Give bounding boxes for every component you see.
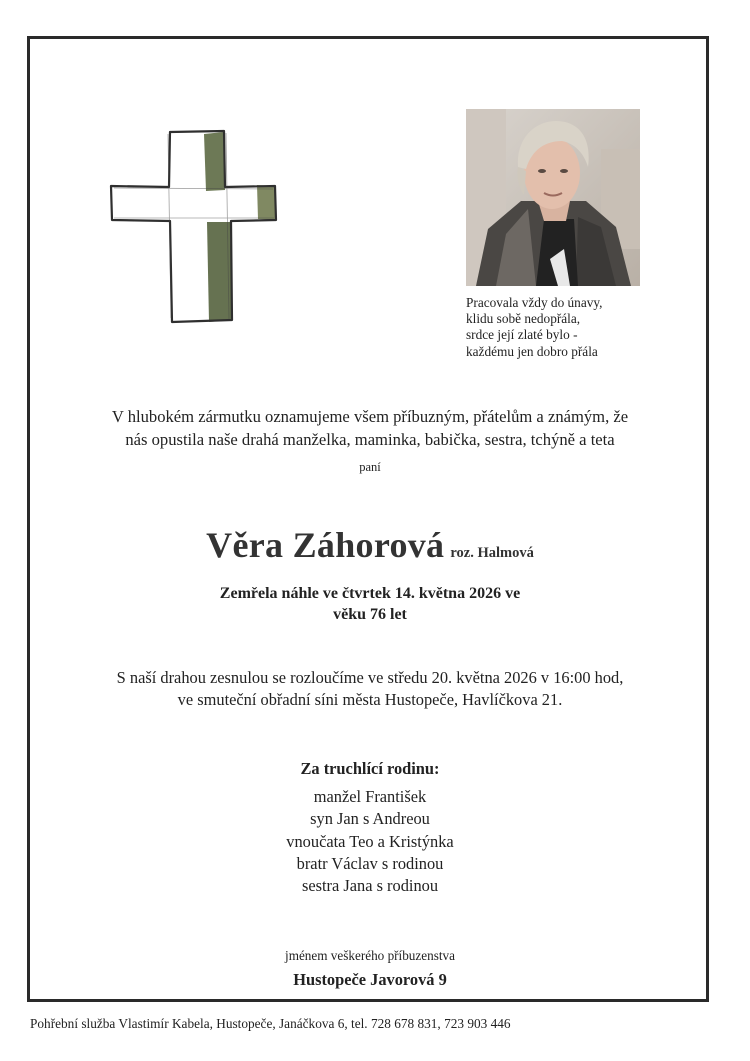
maiden-name: roz. Halmová	[450, 545, 534, 561]
poem-line: Pracovala vždy do únavy,	[466, 295, 603, 310]
family-member: vnoučata Teo a Kristýnka	[286, 831, 454, 851]
ceremony-info	[30, 667, 710, 711]
family-member: manžel František	[313, 787, 427, 806]
title-word: paní	[359, 460, 381, 474]
family-member: sestra Jana s rodinou	[301, 876, 439, 896]
family-title: Za truchlící rodinu:	[300, 759, 440, 778]
family-list	[30, 786, 710, 897]
funeral-service-footer: Pohřební služba Vlastimír Kabela, Hustopeče, Janáčkova 6, tel. 728 678 831, 723 903 446	[30, 1016, 511, 1031]
announcement-line: nás opustila naše drahá manželka, maminka, babička, sestra, tchýně a teta	[125, 430, 615, 449]
announcement-line: V hlubokém zármutku oznamujeme všem příbuzným, přátelům a známým, že	[111, 407, 629, 426]
memorial-poem	[466, 295, 686, 360]
family-member: syn Jan s Andreou	[310, 809, 430, 829]
ceremony-line: ve smuteční obřadní síni města Hustopeče, Havlíčkova 21.	[177, 690, 563, 709]
death-line: Zemřela náhle ve čtvrtek 14. května 2026 ve	[219, 585, 521, 602]
death-notice	[30, 583, 710, 625]
behalf-text: jménem veškerého příbuzenstva	[285, 948, 455, 963]
deceased-name: Věra Záhorová	[206, 525, 445, 565]
poem-line: srdce její zlaté bylo -	[466, 327, 578, 343]
portrait-photo	[466, 109, 640, 286]
announcement	[30, 405, 710, 451]
cross-icon	[108, 128, 280, 324]
family-member: bratr Václav s rodinou	[296, 853, 444, 873]
death-line: věku 76 let	[333, 606, 407, 623]
poem-line: klidu sobě nedopřála,	[466, 311, 581, 327]
deceased-name-row	[30, 524, 710, 566]
ceremony-line: S naší drahou zesnulou se rozloučíme ve středu 20. května 2026 v 16:00 hod,	[116, 668, 624, 687]
family-address: Hustopeče Javorová 9	[293, 970, 447, 989]
poem-line: každému jen dobro přála	[466, 343, 598, 359]
